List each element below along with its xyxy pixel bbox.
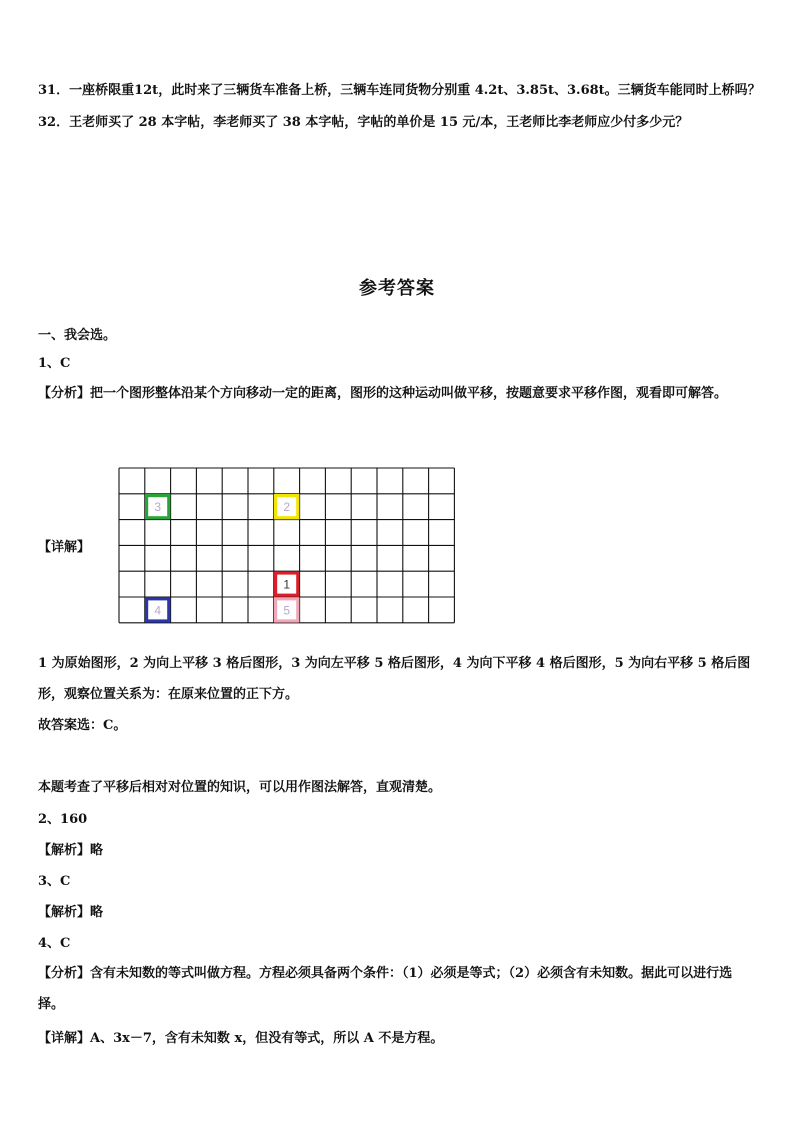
shape-label-1: 1 bbox=[283, 577, 291, 592]
answer-4-label: 4、C bbox=[38, 936, 71, 951]
shape-label-5: 5 bbox=[283, 603, 291, 618]
answer-3-note: 【解析】略 bbox=[38, 905, 104, 920]
answer-title: 参考答案 bbox=[359, 278, 435, 299]
shape-label-4: 4 bbox=[154, 603, 162, 618]
answer-1-label: 1、C bbox=[38, 356, 71, 371]
question-32 bbox=[38, 114, 756, 132]
answer-4-analysis: 【分析】含有未知数的等式叫做方程。方程必须具备两个条件：（1）必须是等式；（2）必须含有未知数。据此可以进行选择。 bbox=[38, 966, 733, 1012]
question-31 bbox=[38, 82, 761, 100]
answer-2-note: 【解析】略 bbox=[38, 843, 104, 858]
answer-1-conclusion: 故答案选：C。 bbox=[38, 718, 127, 733]
shape-label-3: 3 bbox=[154, 500, 162, 515]
answer-1-explanation: 1 为原始图形，2 为向上平移 3 格后图形，3 为向左平移 5 格后图形，4 为向下平移 4 格后图形，5 为向右平移 5 格后图形，观察位置关系为：在原来位置的正下方。 bbox=[38, 656, 751, 702]
shape-label-2: 2 bbox=[283, 500, 291, 515]
answer-4-detail: 【详解】A、3x－7，含有未知数 x，但没有等式，所以 A 不是方程。 bbox=[38, 1031, 444, 1046]
question-text: 王老师买了 28 本字帖，李老师买了 38 本字帖，字帖的单价是 15 元/本，王老师比李老师应少付多少元？ bbox=[69, 115, 689, 130]
answer-2-label: 2、160 bbox=[38, 812, 88, 827]
question-number: 31． bbox=[38, 83, 70, 98]
section-heading: 一、我会选。 bbox=[38, 328, 117, 343]
translation-grid bbox=[118, 467, 455, 625]
answer-1-summary: 本题考查了平移后相对对位置的知识，可以用作图法解答，直观清楚。 bbox=[38, 780, 442, 795]
answer-1-detail-label: 【详解】 bbox=[38, 540, 91, 555]
answer-1-analysis: 【分析】把一个图形整体沿某个方向移动一定的距离，图形的这种运动叫做平移，按题意要求平移作图，观看即可解答。 bbox=[38, 386, 728, 401]
question-text: 一座桥限重12t，此时来了三辆货车准备上桥，三辆车连同货物分别重 4.2t、3.85t、3.68t。三辆货车能同时上桥吗？ bbox=[69, 83, 761, 98]
answer-3-label: 3、C bbox=[38, 874, 71, 889]
question-number: 32． bbox=[38, 115, 70, 130]
